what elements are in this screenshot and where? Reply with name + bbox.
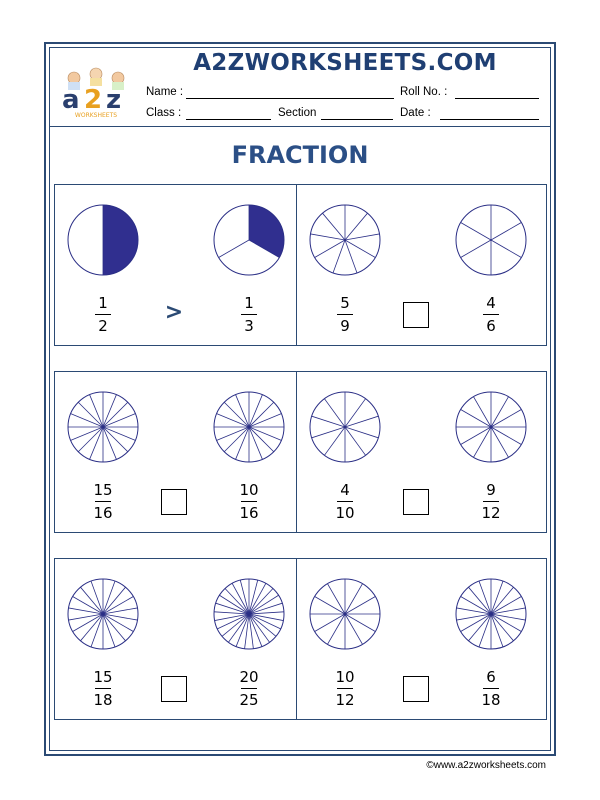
sector-line: [78, 402, 103, 427]
sector-line: [461, 223, 491, 241]
sector-line: [323, 213, 345, 240]
numerator: 1: [244, 294, 254, 312]
sector-line: [81, 587, 103, 614]
denominator: 12: [481, 504, 501, 522]
a2z-logo-icon: [56, 64, 136, 120]
numerator: 5: [340, 294, 350, 312]
sector-line: [249, 614, 283, 621]
numerator: 6: [486, 668, 496, 686]
answer-box-4[interactable]: [403, 489, 429, 515]
sector-line: [469, 587, 491, 614]
fraction-5-left: [88, 668, 118, 709]
sector-line: [315, 240, 345, 258]
sector-line: [491, 240, 521, 258]
sector-line: [461, 240, 491, 258]
denominator: 18: [481, 691, 501, 709]
numerator: 15: [93, 481, 113, 499]
sector-line: [491, 614, 503, 647]
sector-line: [249, 402, 274, 427]
fraction-circle-2-left: [308, 203, 382, 277]
denominator: 10: [335, 504, 355, 522]
sector-line: [103, 402, 128, 427]
fraction-6-right: [476, 668, 506, 709]
fraction-circle-2-right: [454, 203, 528, 277]
sector-line: [328, 614, 346, 644]
fraction-5-right: [234, 668, 264, 709]
fraction-3-left: [88, 481, 118, 522]
fraction-bar: [337, 501, 353, 502]
footer-copyright: ©www.a2zworksheets.com: [426, 760, 546, 771]
fraction-4-right: [476, 481, 506, 522]
fraction-bar: [241, 314, 257, 315]
svg-text:2: 2: [84, 85, 103, 115]
sector-line: [461, 427, 491, 445]
fraction-circle-5-right: [212, 577, 286, 651]
sector-line: [345, 584, 363, 614]
class-line[interactable]: [186, 119, 271, 120]
sector-line: [249, 427, 274, 452]
sector-line: [345, 614, 363, 644]
class-label: Class :: [146, 107, 182, 119]
denominator: 6: [486, 317, 496, 335]
fraction-bar: [95, 501, 111, 502]
denominator: 12: [335, 691, 355, 709]
sector-line: [103, 427, 128, 452]
fraction-bar: [95, 314, 111, 315]
denominator: 2: [98, 317, 108, 335]
numerator: 10: [335, 668, 355, 686]
sector-line: [479, 614, 491, 647]
fraction-4-left: [330, 481, 360, 522]
row-1-divider: [296, 184, 297, 346]
answer-box-2[interactable]: [403, 302, 429, 328]
sector-line: [81, 614, 103, 641]
sector-line: [345, 427, 378, 438]
fraction-3-right: [234, 481, 264, 522]
shaded-sector: [249, 205, 284, 258]
svg-text:WORKSHEETS: WORKSHEETS: [74, 112, 118, 119]
denominator: 3: [244, 317, 254, 335]
sector-line: [91, 581, 103, 614]
denominator: 16: [239, 504, 259, 522]
sector-line: [311, 234, 345, 240]
sector-line: [315, 597, 345, 615]
sector-line: [103, 581, 115, 614]
fraction-6-left: [330, 668, 360, 709]
denominator: 16: [93, 504, 113, 522]
sector-line: [474, 397, 492, 427]
sector-line: [474, 427, 492, 457]
name-label: Name :: [146, 86, 184, 98]
sector-line: [312, 427, 345, 438]
sector-line: [479, 581, 491, 614]
sector-line: [491, 614, 513, 641]
fraction-bar: [337, 688, 353, 689]
fraction-bar: [95, 688, 111, 689]
sector-line: [219, 240, 249, 258]
sector-line: [224, 427, 249, 452]
sector-line: [328, 584, 346, 614]
numerator: 15: [93, 668, 113, 686]
sector-line: [491, 397, 509, 427]
fraction-circle-1-right: [212, 203, 286, 277]
sector-line: [469, 614, 491, 641]
sector-line: [345, 399, 366, 427]
date-line[interactable]: [440, 119, 539, 120]
worksheet-heading: FRACTION: [231, 141, 369, 169]
fraction-circle-4-left: [308, 390, 382, 464]
fraction-bar: [483, 501, 499, 502]
svg-text:a: a: [62, 85, 80, 115]
date-label: Date :: [400, 107, 431, 119]
numerator: 20: [239, 668, 259, 686]
sector-line: [345, 240, 375, 258]
sector-line: [345, 597, 375, 615]
fraction-bar: [241, 688, 257, 689]
sector-line: [491, 581, 503, 614]
sector-line: [91, 614, 103, 647]
numerator: 10: [239, 481, 259, 499]
fraction-circle-4-right: [454, 390, 528, 464]
sector-line: [491, 410, 521, 428]
sector-line: [345, 213, 367, 240]
fraction-bar: [337, 314, 353, 315]
denominator: 18: [93, 691, 113, 709]
sector-line: [215, 614, 249, 621]
sector-line: [324, 399, 345, 427]
answer-box-3[interactable]: [161, 489, 187, 515]
answer-box-6[interactable]: [403, 676, 429, 702]
sector-line: [345, 234, 379, 240]
sector-line: [103, 614, 115, 647]
svg-text:z: z: [106, 85, 122, 115]
numerator: 4: [340, 481, 350, 499]
name-line[interactable]: [186, 98, 394, 99]
answer-sign-1: >: [164, 300, 184, 325]
header-divider: [49, 126, 551, 127]
sector-line: [103, 587, 125, 614]
fraction-2-left: [330, 294, 360, 335]
sector-line: [103, 614, 125, 641]
sector-line: [315, 614, 345, 632]
fraction-1-left: [88, 294, 118, 335]
shaded-sector: [103, 205, 138, 275]
sector-line: [345, 240, 357, 273]
sector-line: [345, 416, 378, 427]
sector-line: [345, 427, 366, 455]
fraction-circle-6-right: [454, 577, 528, 651]
fraction-bar: [483, 314, 499, 315]
fraction-circle-6-left: [308, 577, 382, 651]
sector-line: [312, 416, 345, 427]
roll-label: Roll No. :: [400, 86, 448, 98]
fraction-circle-5-left: [66, 577, 140, 651]
denominator: 25: [239, 691, 259, 709]
fraction-circle-1-left: [66, 203, 140, 277]
numerator: 4: [486, 294, 496, 312]
numerator: 1: [98, 294, 108, 312]
sector-line: [461, 410, 491, 428]
fraction-2-right: [476, 294, 506, 335]
sector-line: [491, 427, 521, 445]
roll-line[interactable]: [455, 98, 539, 99]
sector-line: [491, 427, 509, 457]
fraction-bar: [483, 688, 499, 689]
sector-line: [491, 587, 513, 614]
fraction-1-right: [234, 294, 264, 335]
sector-line: [333, 240, 345, 273]
row-3-divider: [296, 558, 297, 720]
section-label: Section: [278, 107, 317, 119]
row-2-divider: [296, 371, 297, 533]
numerator: 9: [486, 481, 496, 499]
sector-line: [345, 614, 375, 632]
fraction-circle-3-right: [212, 390, 286, 464]
fraction-circle-3-left: [66, 390, 140, 464]
sector-line: [224, 402, 249, 427]
sector-line: [491, 223, 521, 241]
section-line[interactable]: [321, 119, 393, 120]
denominator: 9: [340, 317, 350, 335]
sector-line: [78, 427, 103, 452]
site-title: A2ZWORKSHEETS.COM: [193, 50, 497, 76]
fraction-bar: [241, 501, 257, 502]
sector-line: [324, 427, 345, 455]
answer-box-5[interactable]: [161, 676, 187, 702]
